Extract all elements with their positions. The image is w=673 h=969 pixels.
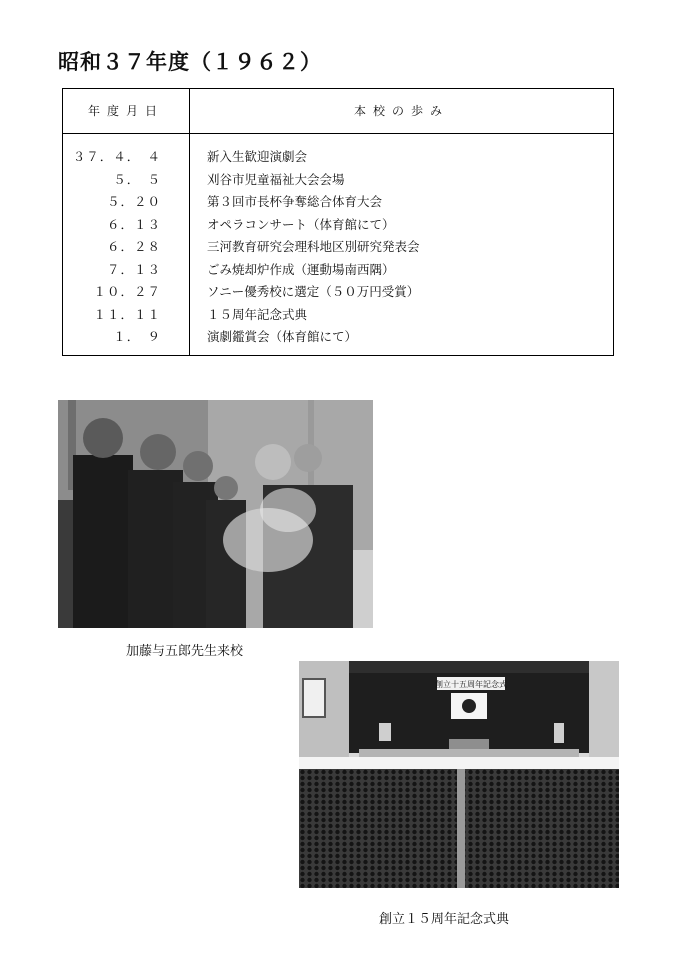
- row-date: ６．１３: [106, 216, 161, 232]
- row-date: ７．１３: [106, 261, 161, 277]
- table-row: [63, 191, 613, 214]
- table-row: [63, 169, 613, 192]
- photo-visit-image: [58, 400, 373, 628]
- row-event: ソニー優秀校に選定（５０万円受賞）: [207, 284, 420, 299]
- table-row: [63, 304, 613, 327]
- row-event: 刈谷市児童福祉大会会場: [207, 171, 345, 187]
- timeline-table: [62, 88, 614, 356]
- photo-ceremony-caption: 創立１５周年記念式典: [379, 912, 510, 927]
- table-row: [63, 326, 613, 349]
- header-rule: [63, 133, 613, 134]
- table-row: [63, 236, 613, 259]
- row-date: ５．２０: [106, 194, 161, 209]
- row-date: １． ９: [113, 329, 161, 344]
- photo-ceremony: [299, 661, 619, 888]
- header-event: 本校の歩み: [353, 104, 449, 118]
- row-date: １０．２７: [93, 284, 161, 299]
- table-row: [63, 214, 613, 237]
- row-date: ６．２８: [106, 239, 161, 254]
- page-title: 昭和３７年度（１９６２）: [58, 50, 322, 74]
- photo-ceremony-image: [299, 661, 619, 888]
- row-date: １１．１１: [93, 306, 161, 322]
- row-event: オペラコンサート（体育館にて）: [207, 216, 395, 232]
- row-event: 第３回市長杯争奪総合体育大会: [207, 194, 383, 209]
- photo-visit-caption: 加藤与五郎先生来校: [126, 644, 244, 659]
- timeline-rows: [63, 146, 613, 349]
- table-row: [63, 259, 613, 282]
- row-date: ３７．４． ４: [72, 149, 161, 164]
- row-event: １５周年記念式典: [207, 306, 308, 322]
- table-row: [63, 146, 613, 169]
- row-date: ５． ５: [113, 171, 161, 187]
- table-row: [63, 281, 613, 304]
- row-event: 演劇鑑賞会（体育館にて）: [207, 329, 358, 344]
- header-date: 年度月日: [87, 104, 164, 118]
- row-event: 三河教育研究会理科地区別研究発表会: [207, 239, 420, 254]
- banner-text: 創立十五周年記念式: [435, 680, 507, 689]
- photo-visit: [58, 400, 373, 628]
- row-event: ごみ焼却炉作成（運動場南西隅）: [207, 261, 395, 277]
- row-event: 新入生歓迎演劇会: [207, 149, 308, 164]
